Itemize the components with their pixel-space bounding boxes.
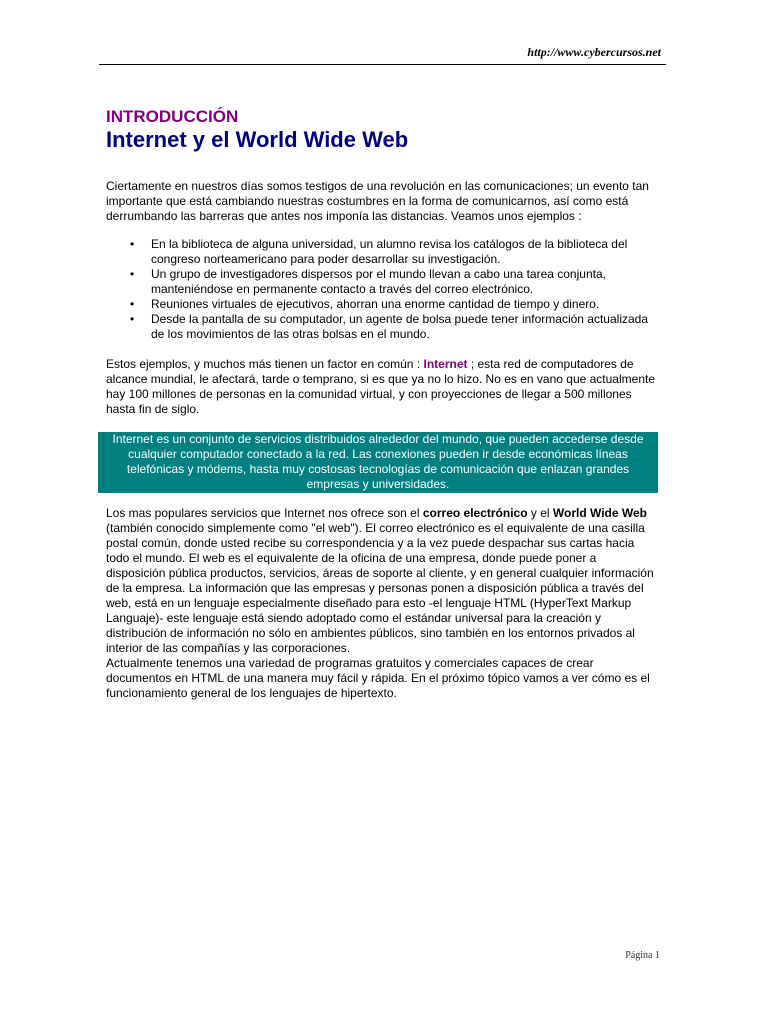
www-term: World Wide Web [552, 506, 648, 520]
section-label: INTRODUCCIÓN [106, 107, 239, 126]
list-item [130, 312, 658, 342]
internet-highlight: Internet [423, 357, 468, 371]
list-item [130, 297, 658, 312]
page-title: Internet y el World Wide Web [106, 127, 409, 152]
header-divider [99, 64, 666, 65]
bullet-icon: • [130, 297, 135, 311]
internet-paragraph-start: Estos ejemplos, y muchos más tienen un factor en común : [106, 357, 424, 371]
services-text-2: y el [527, 506, 553, 520]
intro-paragraph: Ciertamente en nuestros días somos testigos de una revolución en las comunicaciones; un evento tan importante que está cambiando nuestras costumbres en la forma de comunicarnos, así como está derrumbando las barreras que antes nos imponía las distancias. Veamos unos ejemplos : [106, 179, 649, 223]
internet-paragraph [106, 357, 658, 417]
services-text-1: Los mas populares servicios que Internet nos ofrece son el [106, 506, 423, 520]
services-text-3: (también conocido simplemente como "el web"). El correo electrónico es el equivalente de una casilla postal común, donde usted recibe su correspondencia y a la vez puede despachar sus cartas hacia todo el mundo. El web es el equivalente de la oficina de una empresa, donde puede poner a disposición pública productos, servicios, áreas de soporte al cliente, y en general cualquier información de la empresa. La información que las empresas y personas ponen a disposición pública a través del web, está en un lenguaje especialmente diseñado para esto -el lenguaje HTML (HyperText Markup Languaje)- este lenguaje está siendo adoptado como el estándar universal para la creación y distribución de información no sólo en ambientes públicos, sino también en los entornos privados al interior de las compañías y las corporaciones. [106, 521, 654, 655]
document-body [106, 107, 658, 701]
examples-list [106, 237, 658, 342]
list-item-text: Reuniones virtuales de ejecutivos, ahorran una enorme cantidad de tiempo y dinero. [151, 297, 600, 311]
closing-paragraph: Actualmente tenemos una variedad de programas gratuitos y comerciales capaces de crear documentos en HTML de una manera muy fácil y rápida. En el próximo tópico vamos a ver cómo es el funcionamiento general de los lenguajes de hipertexto. [106, 656, 650, 700]
list-item [130, 237, 658, 267]
list-item [130, 267, 658, 297]
page-number: Página 1 [625, 950, 660, 961]
email-term: correo electrónico [422, 506, 528, 520]
list-item-text: Un grupo de investigadores dispersos por el mundo llevan a cabo una tarea conjunta, manteniéndose en permanente contacto a través del correo electrónico. [151, 267, 606, 296]
bullet-icon: • [130, 312, 135, 326]
list-item-text: En la biblioteca de alguna universidad, un alumno revisa los catálogos de la biblioteca del congreso norteamericano para poder desarrollar su investigación. [151, 237, 628, 266]
bullet-icon: • [130, 237, 135, 251]
services-paragraph [106, 506, 658, 656]
internet-paragraph-end: ; esta red de computadores de alcance mundial, le afectará, tarde o temprano, si es que ya no lo hizo. No es en vano que actualmente hay 100 millones de personas en la comunidad virtual, y con proyecciones de llegar a 500 millones hasta fin de siglo. [106, 357, 655, 416]
list-item-text: Desde la pantalla de su computador, un agente de bolsa puede tener información actualizada de los movimientos de las otras bolsas en el mundo. [151, 312, 649, 341]
definition-callout: Internet es un conjunto de servicios distribuidos alrededor del mundo, que pueden accederse desde cualquier computador conectado a la red. Las conexiones pueden ir desde económicas líneas telefónicas y módems, hasta muy costosas tecnologías de comunicación que enlazan grandes empresas y universidades. [98, 432, 658, 493]
header-url[interactable]: http://www.cybercursos.net [527, 45, 661, 59]
bullet-icon: • [130, 267, 135, 281]
